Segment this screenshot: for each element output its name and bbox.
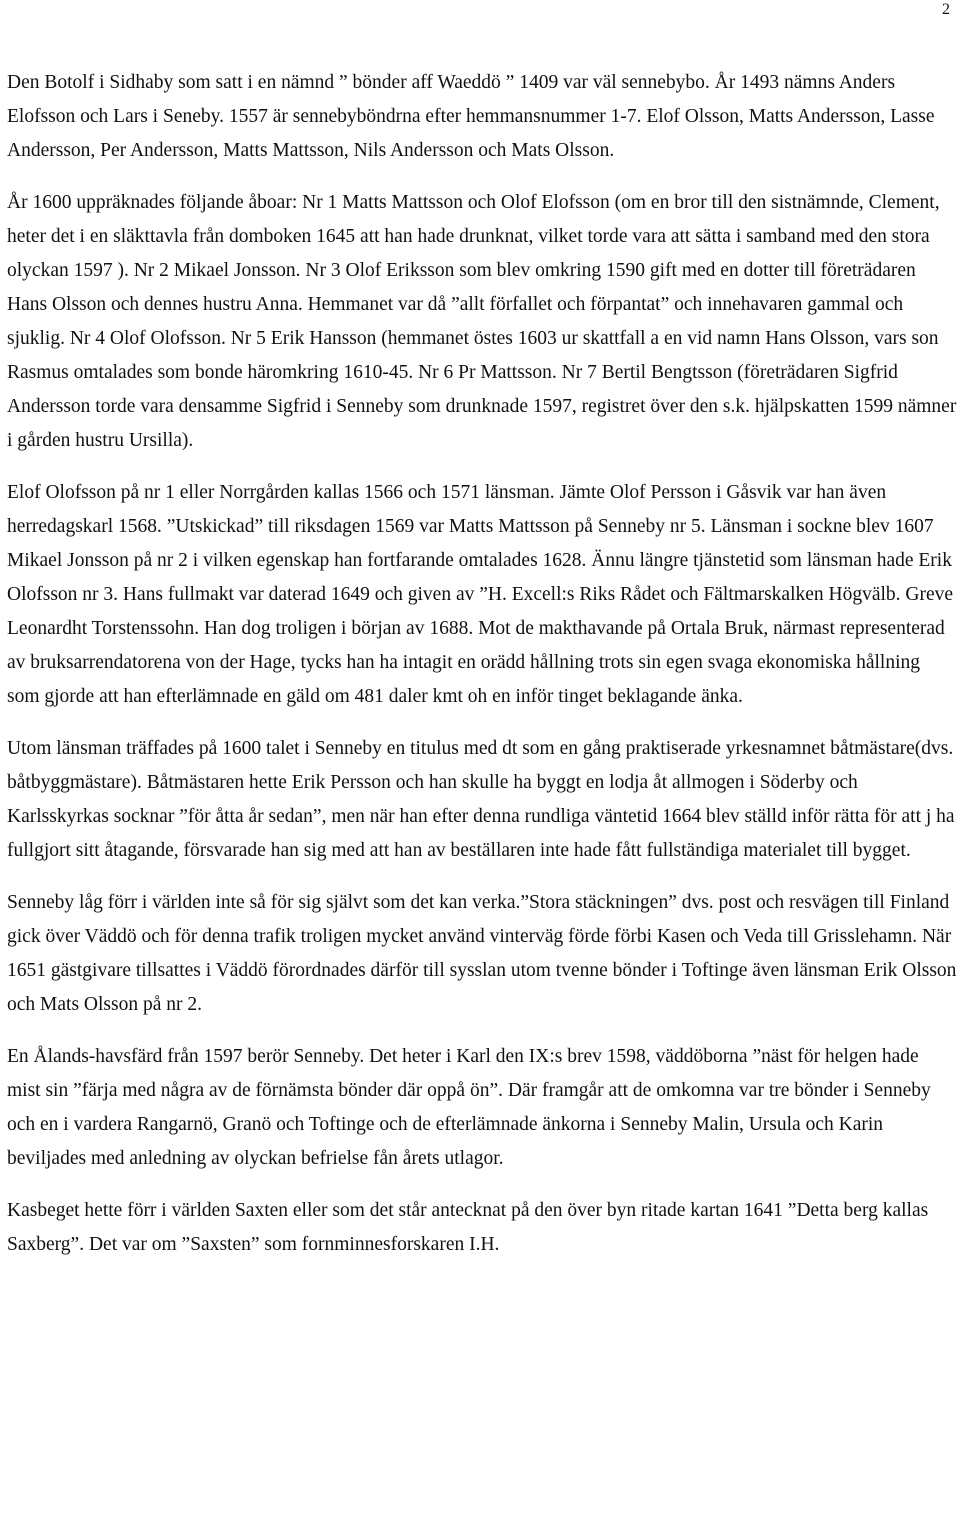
paragraph-4: Utom länsman träffades på 1600 talet i Senneby en titulus med dt som en gång praktiserade yrkesnamnet båtmästare(dvs. båtbyggmästare). Båtmästaren hette Erik Persson och han skulle ha byggt en lodja åt allmogen i Söderby och Karlsskyrkas socknar ”för åtta år sedan”, men när han efter denna rundliga väntetid 1664 blev ställd inför rätta för att j ha fullgjort sitt åtagande, försvarade han sig med att han av beställaren inte hade fått fullständiga materialet till bygget. xyxy=(7,738,955,861)
paragraph-gap xyxy=(7,1176,957,1194)
document-body xyxy=(7,66,957,1262)
paragraph-1: Den Botolf i Sidhaby som satt i en nämnd ” bönder aff Waeddö ” 1409 var väl sennebybo. År 1493 nämns Anders Elofsson och Lars i Seneby. 1557 är sennebyböndrna efter hemmansnummer 1-7. Elof Olsson, Matts Andersson, Lasse Andersson, Per Andersson, Matts Mattsson, Nils Andersson och Mats Olsson. xyxy=(7,72,935,161)
paragraph-gap xyxy=(7,1022,957,1040)
paragraph-5: Senneby låg förr i världen inte så för sig självt som det kan verka.”Stora stäckningen” dvs. post och resvägen till Finland gick över Väddö och för denna trafik troligen mycket använd vinterväg förde förbi Kasen och Veda till Grisslehamn. När 1651 gästgivare tillsattes i Väddö förordnades därför till sysslan utom tvenne bönder i Toftinge även länsman Erik Olsson och Mats Olsson på nr 2. xyxy=(7,892,957,1015)
paragraph-gap xyxy=(7,458,957,476)
paragraph-gap xyxy=(7,168,957,186)
page-number: 2 xyxy=(942,1,950,18)
paragraph-gap xyxy=(7,714,957,732)
paragraph-3: Elof Olofsson på nr 1 eller Norrgården kallas 1566 och 1571 länsman. Jämte Olof Persson i Gåsvik var han även herredagskarl 1568. ”Utskickad” till riksdagen 1569 var Matts Mattsson på Senneby nr 5. Länsman i sockne blev 1607 Mikael Jonsson på nr 2 i vilken egenskap han fortfarande omtalades 1628. Ännu längre tjänstetid som länsman hade Erik Olofsson nr 3. Hans fullmakt var daterad 1649 och given av ”H. Excell:s Riks Rådet och Fältmarskalken Högvälb. Greve Leonardht Torstenssohn. Han dog troligen i början av 1688. Mot de makthavande på Ortala Bruk, närmast representerad av bruksarrendatorena von der Hage, tycks han ha intagit en orädd hållning trots sin egen svaga ekonomiska hållning som gjorde att han efterlämnade en gäld om 481 daler kmt oh en inför tinget beklagande änka. xyxy=(7,482,954,707)
paragraph-gap xyxy=(7,868,957,886)
paragraph-6: En Ålands-havsfärd från 1597 berör Senneby. Det heter i Karl den IX:s brev 1598, väddöborna ”näst för helgen hade mist sin ”färja med några av de förnämsta bönder där oppå ön”. Där framgår att de omkomna var tre bönder i Senneby och en i vardera Rangarnö, Granö och Toftinge och de efterlämnade änkorna i Senneby Malin, Ursula och Karin beviljades med anledning av olyckan befrielse fån årets utlagor. xyxy=(7,1046,931,1169)
paragraph-7: Kasbeget hette förr i världen Saxten eller som det står antecknat på den över byn ritade kartan 1641 ”Detta berg kallas Saxberg”. Det var om ”Saxsten” som fornminnesforskaren I.H. xyxy=(7,1200,929,1255)
paragraph-2: År 1600 uppräknades följande åboar: Nr 1 Matts Mattsson och Olof Elofsson (om en bror till den sistnämnde, Clement, heter det i en släkttavla från domboken 1645 att han hade drunknat, vilket torde vara att sätta i samband med den stora olyckan 1597 ). Nr 2 Mikael Jonsson. Nr 3 Olof Eriksson som blev omkring 1590 gift med en dotter till företrädaren Hans Olsson och dennes hustru Anna. Hemmanet var då ”allt förfallet och förpantat” och innehavaren gammal och sjuklig. Nr 4 Olof Olofsson. Nr 5 Erik Hansson (hemmanet östes 1603 ur skattfall a en vid namn Hans Olsson, vars son Rasmus omtalades som bonde häromkring 1610-45. Nr 6 Pr Mattsson. Nr 7 Bertil Bengtsson (företrädaren Sigfrid Andersson torde vara densamme Sigfrid i Senneby som drunknade 1597, registret över den s.k. hjälpskatten 1599 nämner i gården hustru Ursilla). xyxy=(7,192,957,451)
